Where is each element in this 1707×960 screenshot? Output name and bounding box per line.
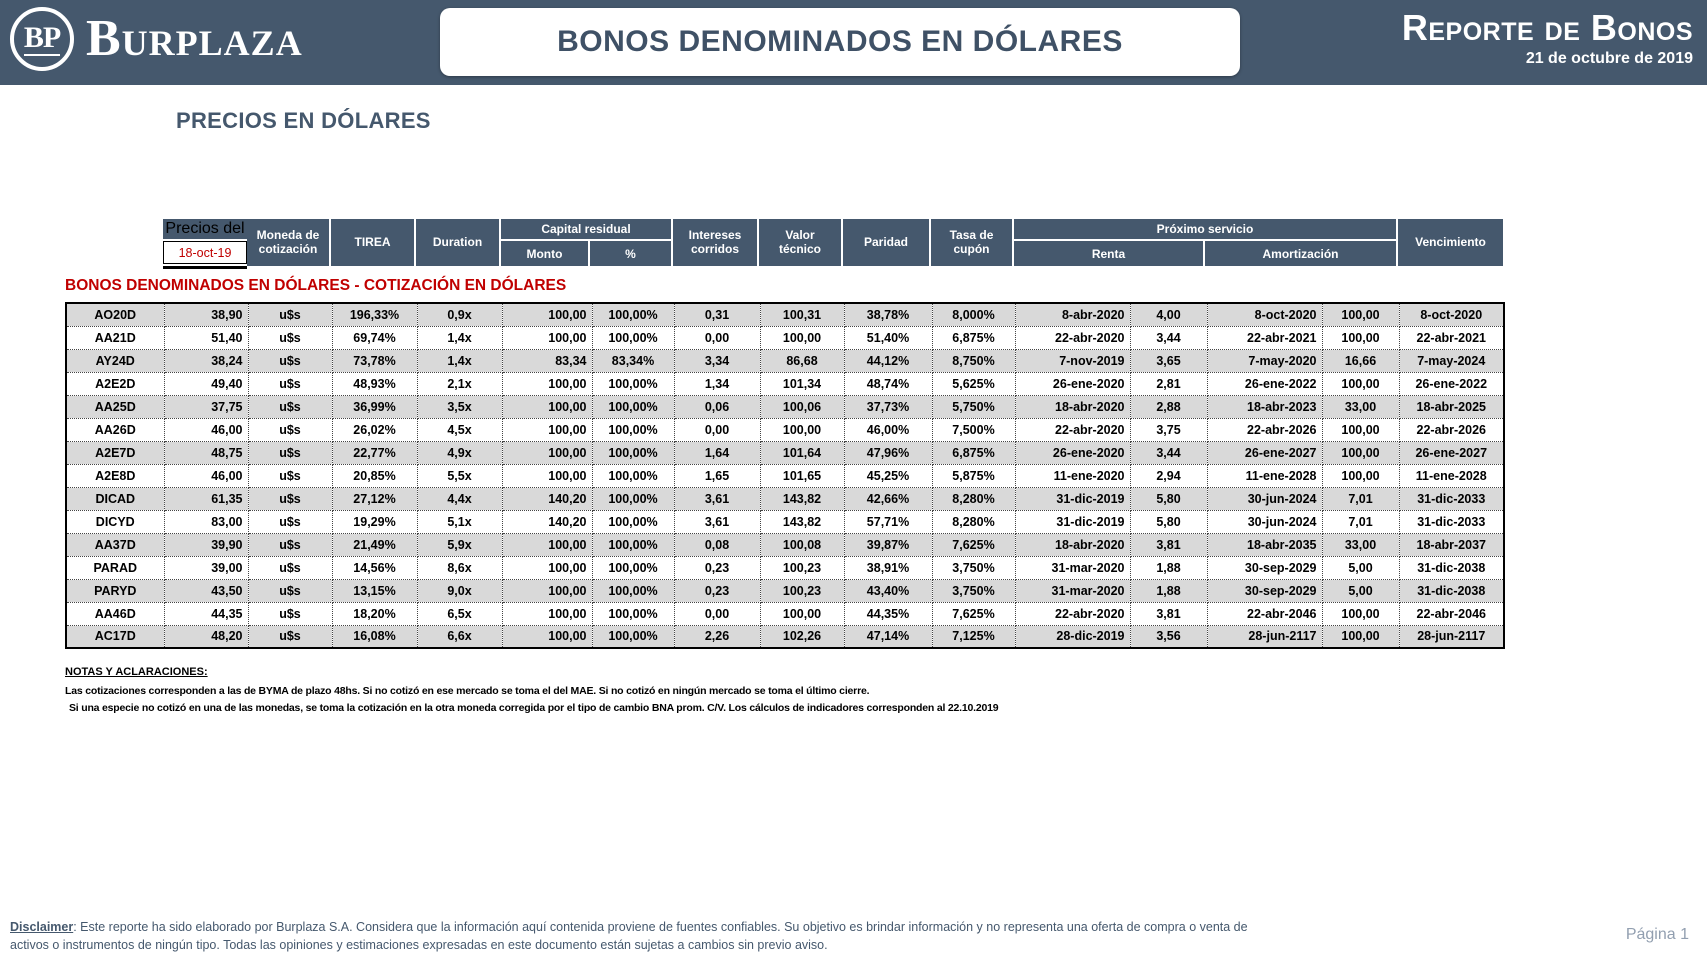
cell-pct: 100,00% — [592, 533, 674, 556]
cell-paridad: 47,96% — [844, 441, 932, 464]
cell-valor-tecnico: 100,00 — [760, 418, 844, 441]
brand-name: Burplaza — [86, 10, 303, 67]
header-tirea: TIREA — [331, 219, 416, 266]
cell-tasa-cupon: 8,000% — [932, 303, 1015, 326]
cell-pct: 100,00% — [592, 464, 674, 487]
cell-amort-fecha: 18-abr-2023 — [1207, 395, 1322, 418]
cell-renta-valor: 3,44 — [1130, 326, 1207, 349]
cell-valor-tecnico: 100,00 — [760, 326, 844, 349]
cell-tirea: 26,02% — [332, 418, 417, 441]
cell-tasa-cupon: 7,125% — [932, 625, 1015, 648]
cell-amort-valor: 100,00 — [1322, 464, 1399, 487]
cell-duration: 6,6x — [417, 625, 502, 648]
cell-monto: 100,00 — [502, 556, 592, 579]
cell-renta-valor: 2,88 — [1130, 395, 1207, 418]
cell-tasa-cupon: 6,875% — [932, 441, 1015, 464]
cell-intereses: 1,65 — [674, 464, 760, 487]
table-row — [66, 395, 1504, 418]
cell-tasa-cupon: 7,625% — [932, 533, 1015, 556]
cell-pct: 100,00% — [592, 326, 674, 349]
cell-duration: 9,0x — [417, 579, 502, 602]
cell-renta-valor: 3,56 — [1130, 625, 1207, 648]
cell-moneda: u$s — [248, 533, 332, 556]
cell-amort-fecha: 22-abr-2046 — [1207, 602, 1322, 625]
cell-price: 39,00 — [164, 556, 248, 579]
cell-paridad: 57,71% — [844, 510, 932, 533]
table-row — [66, 441, 1504, 464]
cell-renta-fecha: 22-abr-2020 — [1015, 326, 1130, 349]
cell-duration: 2,1x — [417, 372, 502, 395]
note-line-1: Las cotizaciones corresponden a las de BYMA de plazo 48hs. Si no cotizó en ese mercado se toma el del MAE. Si no cotizó en ningún mercado se toma el último cierre. — [65, 685, 870, 697]
cell-intereses: 3,34 — [674, 349, 760, 372]
cell-ticker: AY24D — [66, 349, 164, 372]
cell-moneda: u$s — [248, 487, 332, 510]
note-line-2: Si una especie no cotizó en una de las monedas, se toma la cotización en la otra moneda corregida por el tipo de cambio BNA prom. C/V. Los cálculos de indicadores corresponden al 22.10.2019 — [69, 702, 999, 714]
header-capital-label: Capital residual — [501, 219, 671, 241]
cell-price: 83,00 — [164, 510, 248, 533]
cell-pct: 83,34% — [592, 349, 674, 372]
cell-duration: 5,5x — [417, 464, 502, 487]
cell-valor-tecnico: 100,23 — [760, 579, 844, 602]
header-bar — [0, 0, 1707, 85]
cell-price: 44,35 — [164, 602, 248, 625]
cell-monto: 100,00 — [502, 418, 592, 441]
disclaimer — [10, 918, 1260, 954]
cell-vencimiento: 26-ene-2022 — [1399, 372, 1504, 395]
cell-amort-valor: 33,00 — [1322, 395, 1399, 418]
cell-amort-valor: 100,00 — [1322, 418, 1399, 441]
cell-duration: 3,5x — [417, 395, 502, 418]
cell-monto: 100,00 — [502, 579, 592, 602]
cell-duration: 5,9x — [417, 533, 502, 556]
header-pct: % — [590, 241, 671, 266]
cell-renta-valor: 1,88 — [1130, 579, 1207, 602]
cell-renta-valor: 3,81 — [1130, 533, 1207, 556]
cell-tasa-cupon: 8,750% — [932, 349, 1015, 372]
cell-duration: 8,6x — [417, 556, 502, 579]
header-moneda: Moneda de cotización — [247, 219, 331, 266]
cell-ticker: A2E2D — [66, 372, 164, 395]
cell-amort-valor: 7,01 — [1322, 487, 1399, 510]
cell-moneda: u$s — [248, 303, 332, 326]
cell-renta-fecha: 11-ene-2020 — [1015, 464, 1130, 487]
cell-renta-fecha: 31-mar-2020 — [1015, 556, 1130, 579]
cell-price: 38,90 — [164, 303, 248, 326]
table-row — [66, 579, 1504, 602]
table-row — [66, 303, 1504, 326]
cell-renta-fecha: 26-ene-2020 — [1015, 372, 1130, 395]
cell-monto: 100,00 — [502, 602, 592, 625]
header-paridad: Paridad — [843, 219, 931, 266]
cell-tirea: 16,08% — [332, 625, 417, 648]
cell-tirea: 48,93% — [332, 372, 417, 395]
cell-moneda: u$s — [248, 441, 332, 464]
brand-logo — [10, 7, 303, 71]
logo-initials: BP — [23, 21, 61, 55]
report-meta — [1402, 8, 1693, 68]
cell-moneda: u$s — [248, 602, 332, 625]
cell-amort-valor: 5,00 — [1322, 556, 1399, 579]
header-monto: Monto — [501, 241, 590, 266]
cell-renta-valor: 2,81 — [1130, 372, 1207, 395]
cell-duration: 4,4x — [417, 487, 502, 510]
cell-intereses: 0,00 — [674, 418, 760, 441]
cell-amort-fecha: 26-ene-2022 — [1207, 372, 1322, 395]
cell-tirea: 14,56% — [332, 556, 417, 579]
cell-ticker: AA26D — [66, 418, 164, 441]
cell-amort-fecha: 30-sep-2029 — [1207, 579, 1322, 602]
cell-amort-fecha: 30-jun-2024 — [1207, 487, 1322, 510]
table-row — [66, 510, 1504, 533]
section-title: BONOS DENOMINADOS EN DÓLARES - COTIZACIÓN EN DÓLARES — [65, 277, 567, 294]
cell-intereses: 2,26 — [674, 625, 760, 648]
cell-intereses: 1,34 — [674, 372, 760, 395]
cell-vencimiento: 31-dic-2038 — [1399, 556, 1504, 579]
cell-ticker: A2E7D — [66, 441, 164, 464]
cell-valor-tecnico: 100,06 — [760, 395, 844, 418]
cell-ticker: DICYD — [66, 510, 164, 533]
cell-monto: 100,00 — [502, 326, 592, 349]
report-title: BONOS DENOMINADOS EN DÓLARES — [557, 25, 1123, 58]
cell-vencimiento: 22-abr-2046 — [1399, 602, 1504, 625]
cell-vencimiento: 22-abr-2021 — [1399, 326, 1504, 349]
cell-paridad: 43,40% — [844, 579, 932, 602]
cell-moneda: u$s — [248, 625, 332, 648]
cell-price: 61,35 — [164, 487, 248, 510]
cell-tirea: 69,74% — [332, 326, 417, 349]
cell-tasa-cupon: 5,750% — [932, 395, 1015, 418]
cell-pct: 100,00% — [592, 510, 674, 533]
cell-renta-valor: 3,75 — [1130, 418, 1207, 441]
cell-renta-fecha: 18-abr-2020 — [1015, 533, 1130, 556]
cell-renta-valor: 5,80 — [1130, 487, 1207, 510]
table-row — [66, 602, 1504, 625]
cell-paridad: 37,73% — [844, 395, 932, 418]
cell-tirea: 13,15% — [332, 579, 417, 602]
cell-monto: 100,00 — [502, 625, 592, 648]
header-duration: Duration — [416, 219, 501, 266]
table-row — [66, 464, 1504, 487]
cell-monto: 140,20 — [502, 510, 592, 533]
notes-block — [65, 666, 998, 719]
report-title-box — [440, 8, 1240, 76]
cell-amort-fecha: 26-ene-2027 — [1207, 441, 1322, 464]
cell-valor-tecnico: 100,23 — [760, 556, 844, 579]
cell-monto: 100,00 — [502, 441, 592, 464]
cell-tirea: 196,33% — [332, 303, 417, 326]
cell-price: 48,75 — [164, 441, 248, 464]
disclaimer-label: Disclaimer — [10, 920, 74, 934]
cell-monto: 100,00 — [502, 303, 592, 326]
cell-renta-fecha: 31-mar-2020 — [1015, 579, 1130, 602]
cell-amort-valor: 7,01 — [1322, 510, 1399, 533]
cell-tasa-cupon: 8,280% — [932, 510, 1015, 533]
cell-ticker: AC17D — [66, 625, 164, 648]
cell-monto: 100,00 — [502, 372, 592, 395]
cell-renta-valor: 1,88 — [1130, 556, 1207, 579]
cell-renta-valor: 3,44 — [1130, 441, 1207, 464]
cell-vencimiento: 31-dic-2038 — [1399, 579, 1504, 602]
cell-tasa-cupon: 5,625% — [932, 372, 1015, 395]
cell-amort-valor: 100,00 — [1322, 326, 1399, 349]
cell-duration: 0,9x — [417, 303, 502, 326]
cell-renta-valor: 3,65 — [1130, 349, 1207, 372]
cell-amort-valor: 100,00 — [1322, 372, 1399, 395]
cell-paridad: 47,14% — [844, 625, 932, 648]
cell-amort-fecha: 28-jun-2117 — [1207, 625, 1322, 648]
cell-duration: 1,4x — [417, 326, 502, 349]
cell-paridad: 38,91% — [844, 556, 932, 579]
cell-amort-valor: 33,00 — [1322, 533, 1399, 556]
cell-ticker: PARYD — [66, 579, 164, 602]
cell-amort-fecha: 30-jun-2024 — [1207, 510, 1322, 533]
cell-duration: 4,5x — [417, 418, 502, 441]
table-row — [66, 418, 1504, 441]
cell-pct: 100,00% — [592, 303, 674, 326]
cell-ticker: AA21D — [66, 326, 164, 349]
cell-valor-tecnico: 100,08 — [760, 533, 844, 556]
cell-duration: 1,4x — [417, 349, 502, 372]
cell-valor-tecnico: 101,34 — [760, 372, 844, 395]
cell-monto: 83,34 — [502, 349, 592, 372]
page-number: Página 1 — [1625, 926, 1689, 943]
cell-renta-fecha: 31-dic-2019 — [1015, 510, 1130, 533]
cell-amort-fecha: 8-oct-2020 — [1207, 303, 1322, 326]
table-column-headers — [163, 219, 1503, 266]
header-intereses: Intereses corridos — [673, 219, 759, 266]
cell-amort-valor: 16,66 — [1322, 349, 1399, 372]
cell-tasa-cupon: 6,875% — [932, 326, 1015, 349]
cell-price: 46,00 — [164, 464, 248, 487]
cell-ticker: AA25D — [66, 395, 164, 418]
table-row — [66, 326, 1504, 349]
cell-valor-tecnico: 101,64 — [760, 441, 844, 464]
cell-amort-fecha: 22-abr-2021 — [1207, 326, 1322, 349]
cell-pct: 100,00% — [592, 418, 674, 441]
cell-paridad: 46,00% — [844, 418, 932, 441]
cell-intereses: 0,23 — [674, 579, 760, 602]
header-proximo-servicio — [1014, 219, 1398, 266]
cell-renta-fecha: 22-abr-2020 — [1015, 602, 1130, 625]
cell-renta-fecha: 28-dic-2019 — [1015, 625, 1130, 648]
cell-valor-tecnico: 86,68 — [760, 349, 844, 372]
cell-moneda: u$s — [248, 395, 332, 418]
cell-valor-tecnico: 100,00 — [760, 602, 844, 625]
cell-ticker: DICAD — [66, 487, 164, 510]
cell-amort-fecha: 18-abr-2035 — [1207, 533, 1322, 556]
table-row — [66, 487, 1504, 510]
cell-monto: 100,00 — [502, 395, 592, 418]
table-row — [66, 625, 1504, 648]
cell-monto: 140,20 — [502, 487, 592, 510]
cell-tasa-cupon: 3,750% — [932, 556, 1015, 579]
cell-price: 46,00 — [164, 418, 248, 441]
cell-amort-valor: 100,00 — [1322, 303, 1399, 326]
cell-moneda: u$s — [248, 556, 332, 579]
cell-moneda: u$s — [248, 326, 332, 349]
cell-tirea: 22,77% — [332, 441, 417, 464]
cell-tasa-cupon: 5,875% — [932, 464, 1015, 487]
cell-pct: 100,00% — [592, 556, 674, 579]
cell-paridad: 44,12% — [844, 349, 932, 372]
cell-tasa-cupon: 7,500% — [932, 418, 1015, 441]
cell-vencimiento: 31-dic-2033 — [1399, 510, 1504, 533]
cell-duration: 4,9x — [417, 441, 502, 464]
cell-amort-valor: 5,00 — [1322, 579, 1399, 602]
cell-ticker: AA37D — [66, 533, 164, 556]
cell-moneda: u$s — [248, 372, 332, 395]
cell-price: 39,90 — [164, 533, 248, 556]
cell-ticker: A2E8D — [66, 464, 164, 487]
cell-moneda: u$s — [248, 579, 332, 602]
cell-renta-fecha: 22-abr-2020 — [1015, 418, 1130, 441]
cell-renta-fecha: 8-abr-2020 — [1015, 303, 1130, 326]
cell-renta-valor: 4,00 — [1130, 303, 1207, 326]
cell-renta-fecha: 31-dic-2019 — [1015, 487, 1130, 510]
table-row — [66, 533, 1504, 556]
cell-monto: 100,00 — [502, 464, 592, 487]
disclaimer-text: : Este reporte ha sido elaborado por Burplaza S.A. Considera que la información aquí contenida proviene de fuentes confiables. Su objetivo es brindar información y no representa una oferta de compra o venta de activos o instrumentos de ningún tipo. Todas las opiniones y estimaciones expresadas en este documento están sujetas a cambios sin previo aviso. — [10, 920, 1248, 953]
cell-intereses: 0,23 — [674, 556, 760, 579]
cell-intereses: 0,06 — [674, 395, 760, 418]
header-vencimiento: Vencimiento — [1398, 219, 1503, 266]
cell-amort-valor: 100,00 — [1322, 625, 1399, 648]
cell-tirea: 19,29% — [332, 510, 417, 533]
cell-moneda: u$s — [248, 418, 332, 441]
cell-paridad: 48,74% — [844, 372, 932, 395]
cell-vencimiento: 8-oct-2020 — [1399, 303, 1504, 326]
table-row — [66, 372, 1504, 395]
cell-pct: 100,00% — [592, 487, 674, 510]
cell-amort-fecha: 7-may-2020 — [1207, 349, 1322, 372]
cell-valor-tecnico: 143,82 — [760, 487, 844, 510]
cell-ticker: AO20D — [66, 303, 164, 326]
cell-valor-tecnico: 101,65 — [760, 464, 844, 487]
cell-amort-fecha: 22-abr-2026 — [1207, 418, 1322, 441]
cell-pct: 100,00% — [592, 395, 674, 418]
cell-vencimiento: 31-dic-2033 — [1399, 487, 1504, 510]
cell-pct: 100,00% — [592, 602, 674, 625]
cell-vencimiento: 26-ene-2027 — [1399, 441, 1504, 464]
header-renta: Renta — [1014, 241, 1205, 266]
cell-tasa-cupon: 3,750% — [932, 579, 1015, 602]
cell-moneda: u$s — [248, 464, 332, 487]
cell-renta-fecha: 18-abr-2020 — [1015, 395, 1130, 418]
cell-paridad: 45,25% — [844, 464, 932, 487]
cell-paridad: 44,35% — [844, 602, 932, 625]
cell-ticker: AA46D — [66, 602, 164, 625]
cell-valor-tecnico: 100,31 — [760, 303, 844, 326]
cell-valor-tecnico: 102,26 — [760, 625, 844, 648]
cell-price: 37,75 — [164, 395, 248, 418]
cell-renta-fecha: 7-nov-2019 — [1015, 349, 1130, 372]
bp-logo-icon — [10, 7, 74, 71]
header-precios — [163, 219, 247, 269]
cell-moneda: u$s — [248, 510, 332, 533]
cell-tirea: 18,20% — [332, 602, 417, 625]
cell-paridad: 38,78% — [844, 303, 932, 326]
cell-price: 49,40 — [164, 372, 248, 395]
cell-tasa-cupon: 7,625% — [932, 602, 1015, 625]
cell-ticker: PARAD — [66, 556, 164, 579]
page-heading: PRECIOS EN DÓLARES — [176, 108, 431, 133]
header-precios-label: Precios del — [163, 219, 247, 241]
cell-tirea: 36,99% — [332, 395, 417, 418]
cell-intereses: 0,00 — [674, 326, 760, 349]
cell-amort-valor: 100,00 — [1322, 602, 1399, 625]
header-tasa-cupon: Tasa de cupón — [931, 219, 1014, 266]
cell-vencimiento: 11-ene-2028 — [1399, 464, 1504, 487]
report-name: Reporte de Bonos — [1401, 7, 1693, 48]
cell-intereses: 1,64 — [674, 441, 760, 464]
cell-paridad: 51,40% — [844, 326, 932, 349]
cell-vencimiento: 18-abr-2025 — [1399, 395, 1504, 418]
cell-duration: 5,1x — [417, 510, 502, 533]
cell-pct: 100,00% — [592, 579, 674, 602]
cell-tasa-cupon: 8,280% — [932, 487, 1015, 510]
cell-monto: 100,00 — [502, 533, 592, 556]
cell-amort-fecha: 11-ene-2028 — [1207, 464, 1322, 487]
cell-vencimiento: 18-abr-2037 — [1399, 533, 1504, 556]
cell-vencimiento: 22-abr-2026 — [1399, 418, 1504, 441]
cell-duration: 6,5x — [417, 602, 502, 625]
cell-renta-valor: 5,80 — [1130, 510, 1207, 533]
price-date-badge: 18-oct-19 — [163, 241, 247, 264]
cell-renta-valor: 3,81 — [1130, 602, 1207, 625]
cell-renta-valor: 2,94 — [1130, 464, 1207, 487]
cell-intereses: 0,31 — [674, 303, 760, 326]
cell-vencimiento: 28-jun-2117 — [1399, 625, 1504, 648]
cell-pct: 100,00% — [592, 625, 674, 648]
cell-price: 43,50 — [164, 579, 248, 602]
cell-paridad: 42,66% — [844, 487, 932, 510]
bonds-table — [65, 302, 1505, 649]
cell-price: 48,20 — [164, 625, 248, 648]
header-proximo-label: Próximo servicio — [1014, 219, 1396, 241]
cell-price: 51,40 — [164, 326, 248, 349]
cell-paridad: 39,87% — [844, 533, 932, 556]
cell-tirea: 21,49% — [332, 533, 417, 556]
table-row — [66, 349, 1504, 372]
cell-valor-tecnico: 143,82 — [760, 510, 844, 533]
cell-pct: 100,00% — [592, 441, 674, 464]
cell-intereses: 0,00 — [674, 602, 760, 625]
header-amortizacion: Amortización — [1205, 241, 1396, 266]
cell-vencimiento: 7-may-2024 — [1399, 349, 1504, 372]
cell-tirea: 27,12% — [332, 487, 417, 510]
cell-amort-fecha: 30-sep-2029 — [1207, 556, 1322, 579]
header-capital-residual — [501, 219, 673, 266]
report-date: 21 de octubre de 2019 — [1525, 49, 1693, 67]
cell-tirea: 73,78% — [332, 349, 417, 372]
table-row — [66, 556, 1504, 579]
cell-moneda: u$s — [248, 349, 332, 372]
header-valor-tecnico: Valor técnico — [759, 219, 843, 266]
cell-intereses: 0,08 — [674, 533, 760, 556]
cell-intereses: 3,61 — [674, 510, 760, 533]
cell-pct: 100,00% — [592, 372, 674, 395]
cell-intereses: 3,61 — [674, 487, 760, 510]
cell-price: 38,24 — [164, 349, 248, 372]
notes-title: NOTAS Y ACLARACIONES: — [65, 666, 208, 678]
cell-tirea: 20,85% — [332, 464, 417, 487]
cell-renta-fecha: 26-ene-2020 — [1015, 441, 1130, 464]
cell-amort-valor: 100,00 — [1322, 441, 1399, 464]
